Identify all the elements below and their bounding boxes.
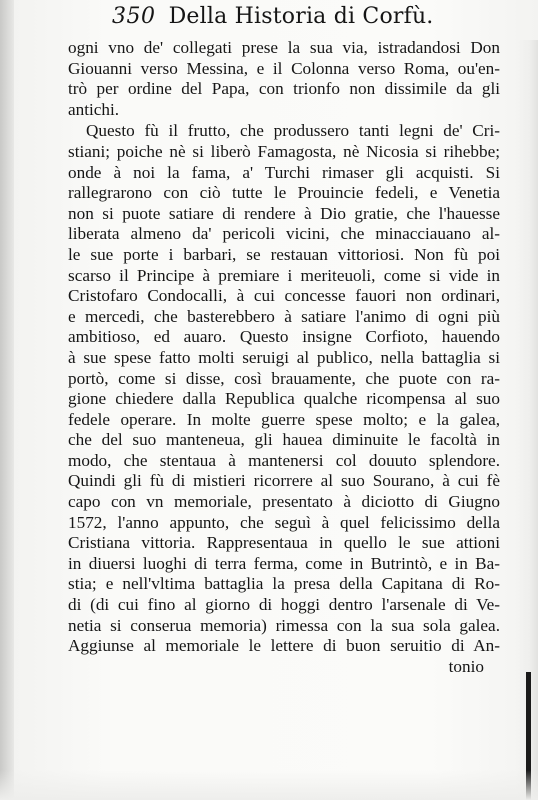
text-line: stiani; poiche nè si liberò Famagosta, nè Nicosia si rihebbe;: [68, 141, 500, 161]
text-line: 1572, l'anno appunto, che seguì à quel felicissimo della: [68, 512, 500, 532]
text-line: scarso il Principe à premiare i meriteuoli, come si vide in: [68, 265, 500, 285]
text-line: liberata almeno da' pericoli vicini, che minacciauano al-: [68, 224, 500, 244]
text-line: portò, come si disse, così brauamente, che puote con ra-: [68, 368, 500, 388]
catchword: tonio: [448, 656, 484, 676]
text-line: non si puote satiare di rendere à Dio gratie, che l'hauesse: [68, 203, 500, 223]
text-line: onde à noi la fama, a' Turchi rimaser gli acquisti. Si: [68, 162, 500, 182]
text-line: antichi.: [68, 99, 120, 119]
text-line: modo, che stentaua à mantenersi col douuto splendore.: [68, 450, 500, 470]
text-line: trò per ordine del Papa, con trionfo non dissimile da gli: [68, 79, 500, 99]
text-line: capo con vn memoriale, presentato à diciotto di Giugno: [68, 492, 500, 512]
text-line: fedele operare. In molte guerre spese molto; e la galea,: [68, 409, 500, 429]
text-line: le sue porte i barbari, se restauan vittoriosi. Non fù poi: [68, 244, 500, 264]
text-line: che del suo manteneua, gli hauea diminuite le facoltà in: [68, 430, 500, 450]
text-line: e mercedi, che basterebbero à satiare l'animo di ogni più: [68, 306, 500, 326]
text-line: Giouanni verso Messina, e il Colonna verso Roma, ou'en-: [68, 58, 500, 78]
text-line: ambitioso, ed auaro. Questo insigne Corfioto, hauendo: [68, 327, 500, 347]
page-number: 350: [112, 4, 156, 29]
running-header: [112, 4, 434, 36]
text-line: gione chiedere dalla Republica qualche ricompensa al suo: [68, 389, 500, 409]
text-line: di (di cui fino al giorno di hoggi dentro l'arsenale di Ve-: [68, 595, 500, 615]
paragraph-start-line: Questo fù il frutto, che produssero tanti legni de' Cri-: [86, 121, 500, 141]
body-text: [68, 38, 500, 677]
text-line: ogni vno de' collegati prese la sua via, istradandosi Don: [68, 38, 500, 57]
text-line: stia; e nell'vltima battaglia la presa della Capitana di Ro-: [68, 574, 500, 594]
text-line: in diuersi luoghi di terra ferma, come in Butrintò, e in Ba-: [68, 553, 500, 573]
text-line: Quindi gli fù di mistieri ricorrere al suo Sourano, à cui fè: [68, 471, 500, 491]
text-line: rallegrarono con ciò tutte le Prouincie fedeli, e Venetia: [68, 183, 500, 203]
running-title: Della Historia di Corfù.: [168, 4, 434, 29]
text-line: Cristiana vittoria. Rappresentaua in quello le sue attioni: [68, 533, 500, 553]
text-line: netia si conserua memoria) rimessa con la sua sola galea.: [68, 615, 500, 635]
binding-gutter: [0, 0, 14, 800]
page-bottom-shadow: [0, 770, 538, 800]
text-line: Aggiunse al memoriale le lettere di buon seruitio di An-: [68, 636, 500, 656]
text-line: à sue spese fatto molti seruigi al publico, nella battaglia si: [68, 347, 500, 367]
text-line: Cristofaro Condocalli, à cui concesse fauori non ordinari,: [68, 286, 500, 306]
